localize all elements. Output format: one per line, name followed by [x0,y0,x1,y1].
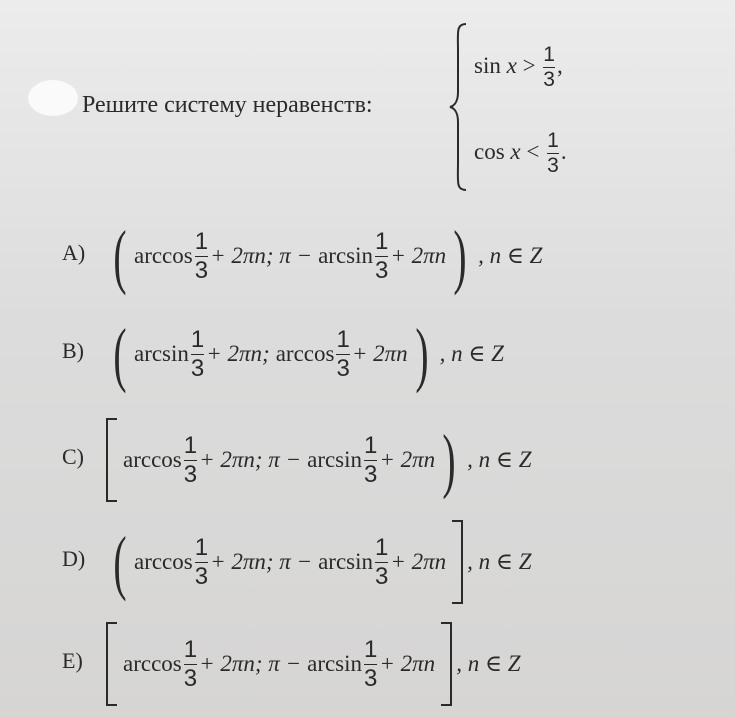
numerator: 1 [183,432,198,460]
open-bracket [106,418,117,502]
option-label: C) [62,444,84,469]
sin-end: , [556,52,563,78]
sin-fraction-den: 3 [543,68,555,92]
sin-fraction-num: 1 [543,43,555,66]
open-bracket [106,622,117,706]
option-label: B) [62,338,84,363]
middle-term: + 2πn; [206,341,270,366]
fraction-2 [364,433,377,486]
denominator: 3 [183,460,198,488]
domain-tail: , n ∈ Z [478,243,543,268]
end-term: + 2πn [351,341,408,366]
end-term: + 2πn [379,651,436,676]
option-label: D) [62,546,86,571]
cos-fraction-den: 3 [547,154,559,178]
fraction-1 [195,229,208,282]
sin-var: x [506,52,517,78]
numerator: 1 [336,326,350,354]
open-paren: ( [113,314,127,394]
end-term: + 2πn [390,549,447,574]
middle-term: + 2πn; π − [210,549,313,574]
numerator: 1 [190,326,205,354]
question-marker [28,80,78,116]
func-1: arccos [133,243,193,268]
numerator: 1 [194,534,209,562]
cos-op: < [526,138,540,164]
sin-fn: sin [474,52,501,78]
middle-term: + 2πn; π − [199,447,302,472]
fraction-2 [375,229,388,282]
denominator: 3 [375,562,389,590]
domain-tail: , n ∈ Z [467,549,532,574]
fraction-2 [364,637,377,690]
fraction-1 [184,637,197,690]
close-bracket [441,622,452,706]
fraction-1 [195,535,208,588]
inequality-cos [474,130,567,177]
end-term: + 2πn [379,447,436,472]
func-1: arccos [133,549,193,574]
close-paren: ) [453,216,467,296]
denominator: 3 [194,562,209,590]
inequality-sin [474,44,563,91]
cos-var: x [510,138,521,164]
fraction-2 [375,535,388,588]
func-2: arcsin [318,243,374,268]
option-label: A) [62,240,86,265]
domain-tail: , n ∈ Z [467,447,532,472]
end-term: + 2πn [390,243,447,268]
sin-fraction [543,44,555,91]
fraction-2 [336,327,349,380]
system-brace [448,22,468,192]
open-paren: ( [113,216,127,296]
denominator: 3 [364,664,378,692]
middle-term: + 2πn; π − [199,651,302,676]
fraction-1 [184,433,197,486]
numerator: 1 [183,636,198,664]
cos-fraction-num: 1 [547,129,559,152]
denominator: 3 [183,664,198,692]
denominator: 3 [375,256,389,284]
numerator: 1 [364,636,378,664]
cos-fraction [547,130,559,177]
domain-tail: , n ∈ Z [439,341,504,366]
cos-fn: cos [474,138,505,164]
middle-term: + 2πn; π − [210,243,313,268]
func-2: arcsin [307,447,363,472]
denominator: 3 [194,256,209,284]
func-2: arcsin [307,651,363,676]
close-paren: ) [442,420,456,500]
cos-end: . [560,138,567,164]
denominator: 3 [190,354,205,382]
numerator: 1 [364,432,378,460]
denominator: 3 [336,354,350,382]
open-paren: ( [113,522,127,602]
close-paren: ) [415,314,429,394]
denominator: 3 [364,460,378,488]
func-1: arcsin [133,341,189,366]
problem-prompt: Решите систему неравенств: [82,92,373,118]
fraction-1 [191,327,204,380]
domain-tail: , n ∈ Z [456,651,521,676]
numerator: 1 [375,534,389,562]
option-label: E) [62,648,83,673]
func-2: arcsin [318,549,374,574]
numerator: 1 [194,228,209,256]
func-1: arccos [123,651,182,676]
func-2: arccos [275,341,335,366]
numerator: 1 [375,228,389,256]
func-1: arccos [123,447,182,472]
close-bracket [452,520,463,604]
sin-op: > [522,52,536,78]
